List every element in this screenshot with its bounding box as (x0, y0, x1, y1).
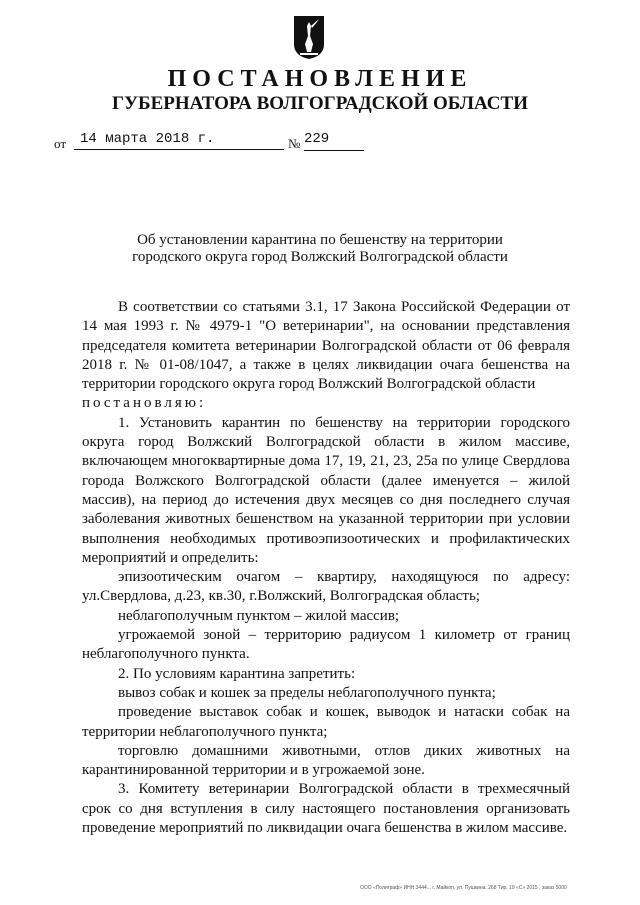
body-paragraph: угрожаемой зоной – территорию радиусом 1 километр от границ неблагополучного пункта. (82, 627, 570, 663)
body-paragraph: торговлю домашними животными, отлов диких животных на карантинированной территории и в угрожаемой зоне. (82, 742, 570, 779)
body-paragraph: 2. По условиям карантина запретить: (118, 665, 356, 682)
subject-line: городского округа город Волжский Волгоградской области (132, 249, 508, 265)
number-sign-label: № (288, 136, 301, 151)
document-issuer: ГУБЕРНАТОРА ВОЛГОГРАДСКОЙ ОБЛАСТИ (112, 93, 528, 114)
document-body (82, 298, 570, 838)
document-subject (0, 232, 640, 266)
document-number: 229 (304, 131, 364, 151)
body-paragraph: неблагополучным пунктом – жилой массив; (118, 607, 400, 624)
subject-line: Об установлении карантина по бешенству на территории (137, 232, 503, 248)
decree-word: постановляю: (82, 395, 207, 412)
body-paragraph: проведение выставок собак и кошек, выводок и натаски собак на территории неблагополучного пункта; (82, 704, 570, 740)
print-footer: ООО «Полиграф» ИНН 3444... г. Майкоп, ул. Пушкина, 268 Тир. 19 «С» 2015 , заказ 5000 (360, 885, 567, 891)
dateline (54, 131, 454, 155)
body-paragraph: 3. Комитету ветеринарии Волгоградской области в трехмесячный срок со дня вступления в силу настоящего постановления организовать проведение мероприятий по ликвидации очага бешенства в жилом массиве. (82, 781, 570, 837)
document-title: ПОСТАНОВЛЕНИЕ (167, 66, 473, 92)
body-paragraph: вывоз собак и кошек за пределы неблагополучного пункта; (118, 684, 496, 701)
body-paragraph: В соответствии со статьями 3.1, 17 Закона Российской Федерации от 14 мая 1993 г. № 4979-1 "О ветеринарии", на основании представления председателя комитета ветеринарии Волгоградской области от 06 февраля 2018 г. № 01-08/1047, а также в целях ликвидации очага бешенства на территории городского округа город Волжский Волгоградской области (82, 299, 570, 393)
volgograd-emblem-icon (292, 14, 326, 60)
date-prefix-label: от (54, 136, 67, 151)
document-date: 14 марта 2018 г. (74, 131, 284, 150)
body-paragraph: 1. Установить карантин по бешенству на территории городского округа город Волжский Волгоградской области в жилом массиве, включающем многоквартирные дома 17, 19, 21, 23, 25а по улице Свердлова города Волжского Волгоградской области (далее именуется – жилой массив), на период до истечения двух месяцев со дня последнего случая заболевания животных бешенством на указанной территории при условии выполнения необходимых противоэпизоотических и профилактических мероприятий и определить: (82, 414, 570, 566)
body-paragraph: эпизоотическим очагом – квартиру, находящуюся по адресу: ул.Свердлова, д.23, кв.30, г.Волжский, Волгоградская область; (82, 569, 570, 605)
